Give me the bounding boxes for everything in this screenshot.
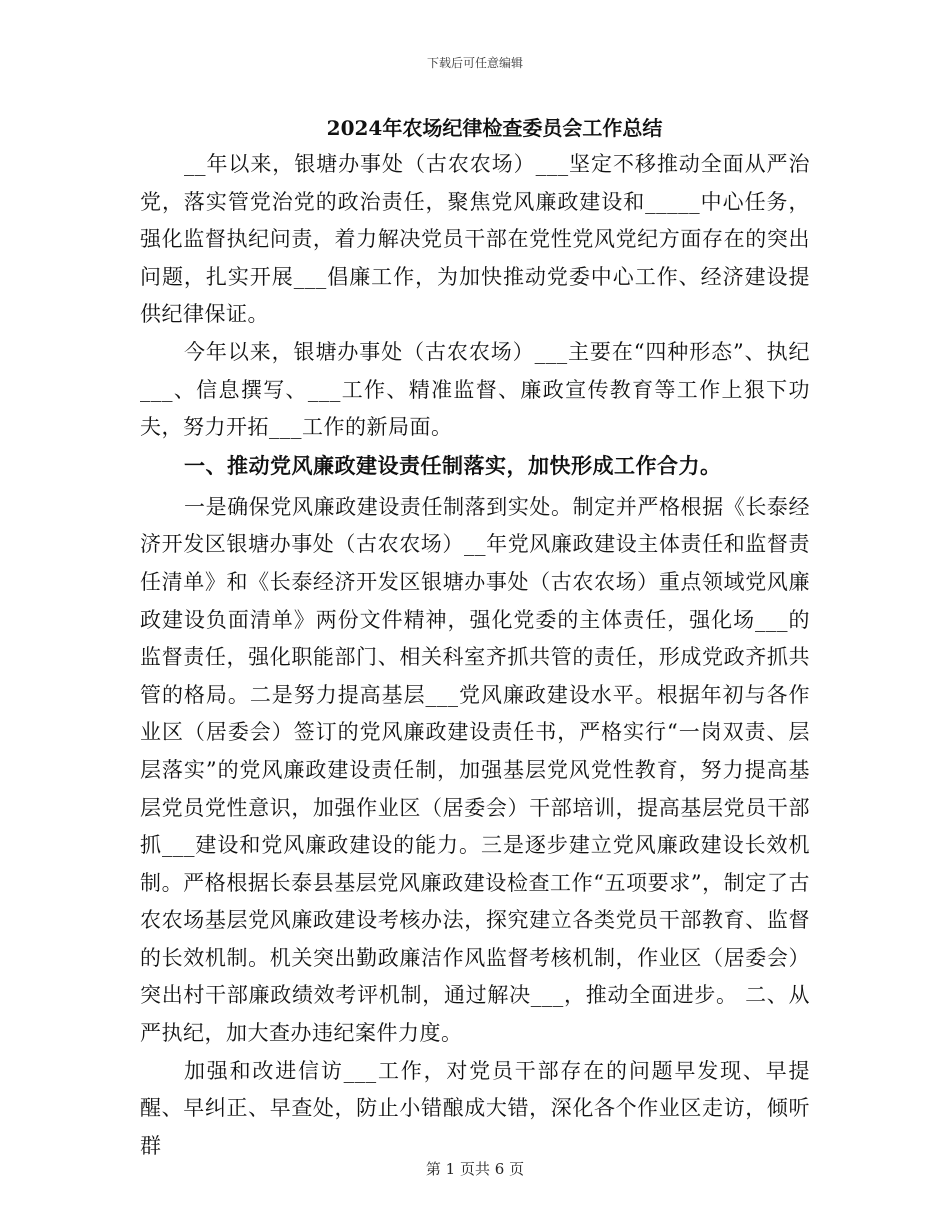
document-body <box>140 110 810 1165</box>
paragraph-summary: 今年以来，银塘办事处（古农农场）___主要在“四种形态”、执纪___、信息撰写、___工作、精准监督、廉政宣传教育等工作上狠下功夫，努力开拓___工作的新局面。 <box>140 339 810 440</box>
document-title: 2024年农场纪律检查委员会工作总结 <box>326 116 663 140</box>
paragraph-intro: __年以来，银塘办事处（古农农场）___坚定不移推动全面从严治党，落实管党治党的政治责任，聚焦党风廉政建设和_____中心任务，强化监督执纪问责，着力解决党员干部在党性党风党纪方面存在的突出问题，扎实开展___倡廉工作，为加快推动党委中心工作、经济建设提供纪律保证。 <box>140 152 810 327</box>
paragraph-section-2: 加强和改进信访___工作，对党员干部存在的问题早发现、早提醒、早纠正、早查处，防止小错酿成大错，深化各个作业区走访，倾听群 <box>140 1058 810 1158</box>
header-note: 下载后可任意编辑 <box>426 56 523 70</box>
section-heading-1: 一、推动党风廉政建设责任制落实，加快形成工作合力。 <box>184 452 722 478</box>
paragraph-section-1: 一是确保党风廉政建设责任制落到实处。制定并严格根据《长泰经济开发区银塘办事处（古农农场）__年党风廉政建设主体责任和监督责任清单》和《长泰经济开发区银塘办事处（古农农场）重点领域党风廉政建设负面清单》两份文件精神，强化党委的主体责任，强化场___的监督责任，强化职能部门、相关科室齐抓共管的责任，形成党政齐抓共管的格局。二是努力提高基层___党风廉政建设水平。根据年初与各作业区（居委会）签订的党风廉政建设责任书，严格实行“一岗双责、层层落实”的党风廉政建设责任制，加强基层党风党性教育，努力提高基层党员党性意识，加强作业区（居委会）干部培训，提高基层党员干部抓___建设和党风廉政建设的能力。三是逐步建立党风廉政建设长效机制。严格根据长泰县基层党风廉政建设检查工作“五项要求”，制定了古农农场基层党风廉政建设考核办法，探究建立各类党员干部教育、监督的长效机制。机关突出勤政廉洁作风监督考核机制，作业区（居委会）突出村干部廉政绩效考评机制，通过解决___，推动全面进步。 二、从严执纪，加大查办违纪案件力度。 <box>140 494 810 1046</box>
page-number: 第 1 页共 6 页 <box>425 1160 525 1178</box>
